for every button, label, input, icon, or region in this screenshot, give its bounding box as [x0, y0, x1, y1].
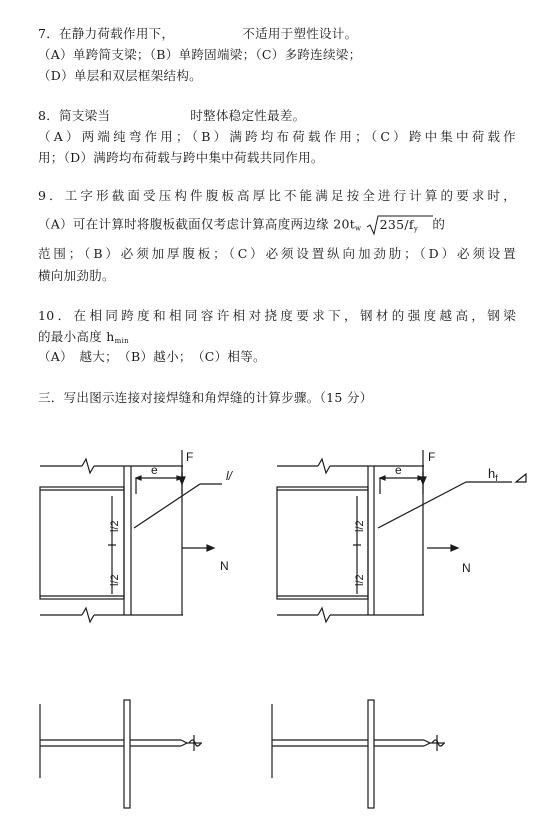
- q8-stem-b: 时整体稳定性最差。: [190, 108, 306, 123]
- q7-options-2: （D）单层和双层框架结构。: [38, 68, 202, 83]
- left-connection-figure: [40, 450, 222, 622]
- left-weld-label: l/: [226, 469, 232, 483]
- q10-stem-2-a: 的最小高度 h: [38, 329, 115, 344]
- left-section-view: [40, 700, 202, 808]
- right-e-label: e: [395, 463, 402, 477]
- q8-stem-a: 8．简支梁当: [38, 108, 111, 123]
- section3-title: 三．写出图示连接对接焊缝和角焊缝的计算步骤。（15 分）: [38, 390, 373, 405]
- right-half-top-label: l/2: [354, 520, 366, 532]
- q9-options-1-b: 的: [432, 216, 446, 232]
- right-F-label: F: [428, 450, 436, 464]
- q10-sub-min: min: [114, 337, 129, 345]
- q7-stem-b: 不适用于塑性设计。: [242, 26, 358, 41]
- q7-stem-a: 7．在静力荷载作用下，: [38, 26, 175, 41]
- q8-options-2: 用；（D）满跨均布荷载与跨中集中荷载共同作用。: [38, 150, 324, 165]
- left-half-top-label: l/2: [109, 520, 121, 532]
- q9-sub-y: y: [413, 224, 419, 233]
- q9-stem: 9．工字形截面受压构件腹板高厚比不能满足按全进行计算的要求时，: [38, 188, 516, 203]
- q7-options-1: （A）单跨简支梁；（B）单跨固端梁；（C）多跨连续梁；: [38, 47, 362, 62]
- q8-options-1: （A）两端纯弯作用；（B）满跨均布荷载作用；（C）跨中集中荷载作: [38, 129, 516, 144]
- left-half-bottom-label: l/2: [109, 574, 121, 586]
- right-weld-h: h: [488, 466, 496, 481]
- left-N-label: N: [220, 559, 229, 573]
- q9-options-3: 横向加劲肋。: [38, 268, 115, 283]
- left-e-label: e: [151, 463, 158, 477]
- left-F-label: F: [186, 450, 194, 464]
- q9-root-text: 235/f: [379, 216, 414, 232]
- q9-options-1-a: （A）可在计算时将腹板截面仅考虑计算高度两边缘 20t: [38, 216, 356, 232]
- right-N-label: N: [462, 561, 471, 575]
- q10-options: （A） 越大； （B）越小； （C）相等。: [38, 349, 266, 364]
- right-weld-label: [488, 466, 498, 483]
- right-half-bottom-label: l/2: [354, 574, 366, 586]
- right-section-view: [272, 700, 445, 808]
- q9-sub-w: w: [355, 224, 362, 233]
- right-weld-sub-f: f: [495, 473, 498, 483]
- q9-options-2: 范围；（B）必须加厚腹板；（C）必须设置纵向加劲肋；（D）必须设置: [38, 246, 516, 261]
- q10-stem-1: 10．在相同跨度和相同容许相对挠度要求下，钢材的强度越高，钢梁: [38, 308, 516, 323]
